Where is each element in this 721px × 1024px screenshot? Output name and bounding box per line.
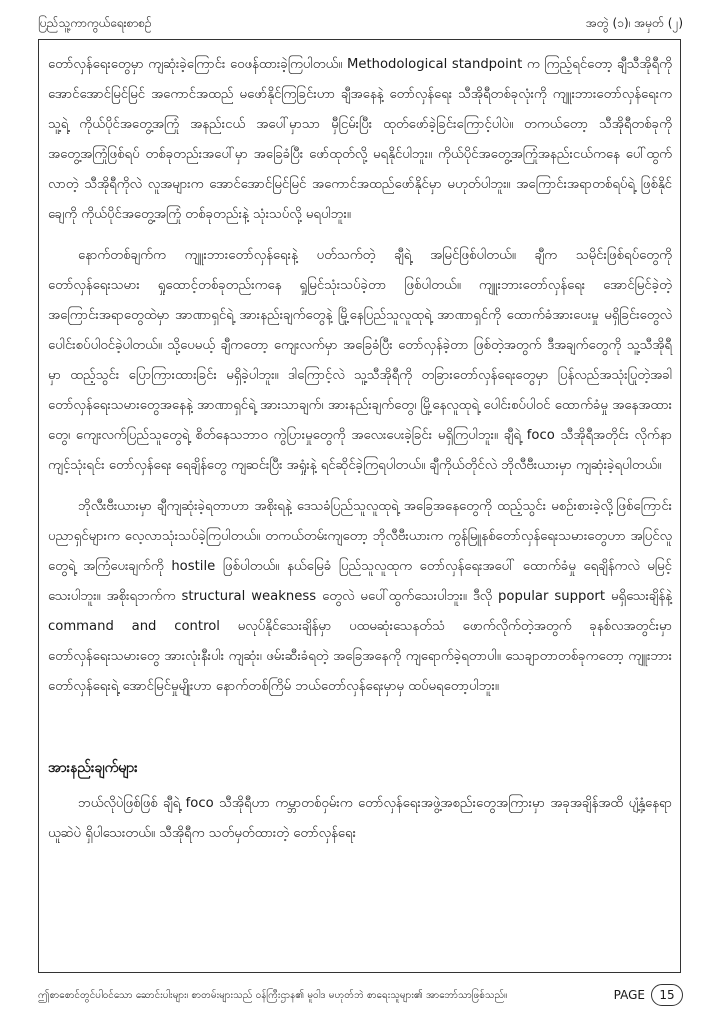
section-heading: အားနည်းချက်များ bbox=[48, 760, 138, 776]
body-paragraph-3: ဘိုလီးဗီးယားမှာ ချီကျဆုံးခဲ့ရတာဟာ အစိုးရနဲ့ ဒေသခံပြည်သူလူထုရဲ့ အခြေအနေတွေကို ထည့်သွင်း မစဉ်းစားခဲ့လို့ဖြစ်ကြောင်း ပညာရှင်များက လေ့လာသုံးသပ်ခဲ့ကြပါတယ်။ တကယ်တမ်းကျတော့ ဘိုလီဗီးယားက ကွန်မြူနစ်တော်လှန်ရေးသမားတွေဟာ အပြင်လူတွေရဲ့ အကြံပေးချက်ကို hostile ဖြစ်ပါတယ်။ နယ်မြေခံ ပြည်သူလူထုက တော်လှန်ရေးအပေါ် ထောက်ခံမှု ရေချိန်ကလဲ မမြင့်သေးပါဘူး။ အစိုးရဘက်က structural weakness တွေလဲ မပေါ်ထွက်သေးပါဘူး။ ဒီလို popular support မရှိသေးချိန်နဲ့ command and control မလုပ်နိုင်သေးချိန်မှာ ပထမဆုံးသေနတ်သံ ဖောက်လိုက်တဲ့အတွက် ခုနစ်လအတွင်းမှာ တော်လှန်ရေးသမားတွေ အားလုံးနီးပါး ကျဆုံး၊ ဖမ်းဆီးခံရတဲ့ အခြေအနေကို ကျရောက်ခဲ့ရတာပါ။ သေချာတာတစ်ခုကတော့ ကျူးဘားတော်လှန်ရေးရဲ့ အောင်မြင်မှုမျိုးဟာ နောက်တစ်ကြိမ် ဘယ်တော်လှန်ရေးမှာမှ ထပ်မရတော့ပါဘူး။ bbox=[48, 499, 672, 694]
body-paragraph-1: တော်လှန်ရေးတွေမှာ ကျဆုံးခဲ့ကြောင်း ဝေဖန်ထားခဲ့ကြပါတယ်။ Methodological standpoint က ကြည့်ရင်တော့ ချီသီအိုရီကို အောင်အောင်မြင်မြင် အကောင်အထည် မဖော်နိုင်ကြခြင်းဟာ ချီအနေနဲ့ တော်လှန်ရေး သီအိုရီတစ်ခုလုံးကို ကျူးဘားတော်လှန်ရေးက သူ့ရဲ့ ကိုယ်ပိုင်အတွေ့အကြုံ အနည်းငယ် အပေါ်မှာသာ မှီငြမ်းပြီး ထုတ်ဖော်ခဲ့ခြင်းကြောင့်ပါပဲ။ တကယ်တော့ သီအိုရီတစ်ခုကို အတွေ့အကြုံဖြစ်ရပ် တစ်ခုတည်းအပေါ်မှာ အခြေခံပြီး ဖော်ထုတ်လို့ မရနိုင်ပါဘူး။ ကိုယ်ပိုင်အတွေ့အကြုံအနည်းငယ်ကနေ ပေါ်ထွက်လာတဲ့ သီအိုရီကိုလဲ လူအများက အောင်အောင်မြင်မြင် အကောင်အထည်ဖော်နိုင်မှာ မဟုတ်ပါဘူး။ အကြောင်းအရာတစ်ရပ်ရဲ့ ဖြစ်နိုင်ချေကို ကိုယ်ပိုင်အတွေ့အကြုံ တစ်ခုတည်းနဲ့ သုံးသပ်လို့ မရပါဘူး။ bbox=[48, 57, 672, 222]
page-label: PAGE bbox=[613, 988, 645, 1002]
page-header bbox=[38, 12, 683, 36]
page-number-badge: 15 bbox=[651, 984, 683, 1006]
body-paragraph-2: နောက်တစ်ချက်က ကျူးဘားတော်လှန်ရေးနဲ့ ပတ်သက်တဲ့ ချီရဲ့ အမြင်ဖြစ်ပါတယ်။ ချီက သမိုင်းဖြစ်ရပ်တွေကို တော်လှန်ရေးသမား ရှုထောင့်တစ်ခုတည်းကနေ ရှုမြင်သုံးသပ်ခဲ့တာ ဖြစ်ပါတယ်။ ကျူးဘားတော်လှန်ရေး အောင်မြင်ခဲ့တဲ့ အကြောင်းအရာတွေထဲမှာ အာဏာရှင်ရဲ့ အားနည်းချက်တွေနဲ့ မြို့နေပြည်သူလူထုရဲ့ အာဏာရှင်ကို ထောက်ခံအားပေးမှု မရှိခြင်းတွေလဲ ပေါင်းစပ်ပါဝင်ခဲ့ပါတယ်။ သို့ပေမယ့် ချီကတော့ ကျေးလက်မှာ အခြေခံပြီး တော်လှန်ခဲ့တာ ဖြစ်တဲ့အတွက် ဒီအချက်တွေကို သူ့သီအိုရီမှာ ထည့်သွင်း ပြောကြားထားခြင်း မရှိခဲ့ပါဘူး။ ဒါကြောင့်လဲ သူ့သီအိုရီကို တခြားတော်လှန်ရေးတွေမှာ ပြန်လည်အသုံးပြုတဲ့အခါ တော်လှန်ရေးသမားတွေအနေနဲ့ အာဏာရှင်ရဲ့ အားသာချက်၊ အားနည်းချက်တွေ၊ မြို့နေလူထုရဲ့ ပေါင်းစပ်ပါဝင် ထောက်ခံမှု အနေအထားတွေ၊ ကျေးလက်ပြည်သူတွေရဲ့ စိတ်နေသဘာဝ ကွဲပြားမှုတွေကို အလေးပေးခဲ့ခြင်း မရှိကြပါဘူး။ ချီရဲ့ foco သီအိုရီအတိုင်း လိုက်နာကျင့်သုံးရင်း တော်လှန်ရေး ရေချိန်တွေ ကျဆင်းပြီး အရှုံးနဲ့ ရင်ဆိုင်ခဲ့ကြရပါတယ်။ ချီကိုယ်တိုင်လဲ ဘိုလီဗီးယားမှာ ကျဆုံးခဲ့ရပါတယ်။ bbox=[48, 248, 672, 473]
publication-title: ပြည်သူ့ကာကွယ်ရေးစာစဥ် bbox=[38, 16, 152, 30]
section-spacer bbox=[48, 713, 672, 745]
page-footer bbox=[38, 980, 683, 1010]
disclaimer-note: ဤစာစောင်တွင်ပါဝင်သော ဆောင်းပါးများ၊ စာတမ်းများသည် ဝန်ကြီးဌာန၏ မူဝါဒ မဟုတ်ဘဲ စာရေးသူများ၏ အာဘော်သာဖြစ်သည်။ bbox=[38, 989, 508, 1001]
issue-number: အတွဲ (၁)၊ အမှတ် (၂) bbox=[586, 16, 683, 30]
main-content bbox=[48, 50, 672, 860]
section-paragraph: ဘယ်လိုပဲဖြစ်ဖြစ် ချီရဲ့ foco သီအိုရီဟာ ကမ္ဘာတစ်ဝှမ်းက တော်လှန်ရေးအဖွဲ့အစည်းတွေအကြားမှာ အခုအချိန်အထိ ပျံ့နှံ့နေရာယူဆဲပဲ ရှိပါသေးတယ်။ သီအိုရီက သတ်မှတ်ထားတဲ့ တော်လှန်ရေး bbox=[48, 796, 672, 841]
